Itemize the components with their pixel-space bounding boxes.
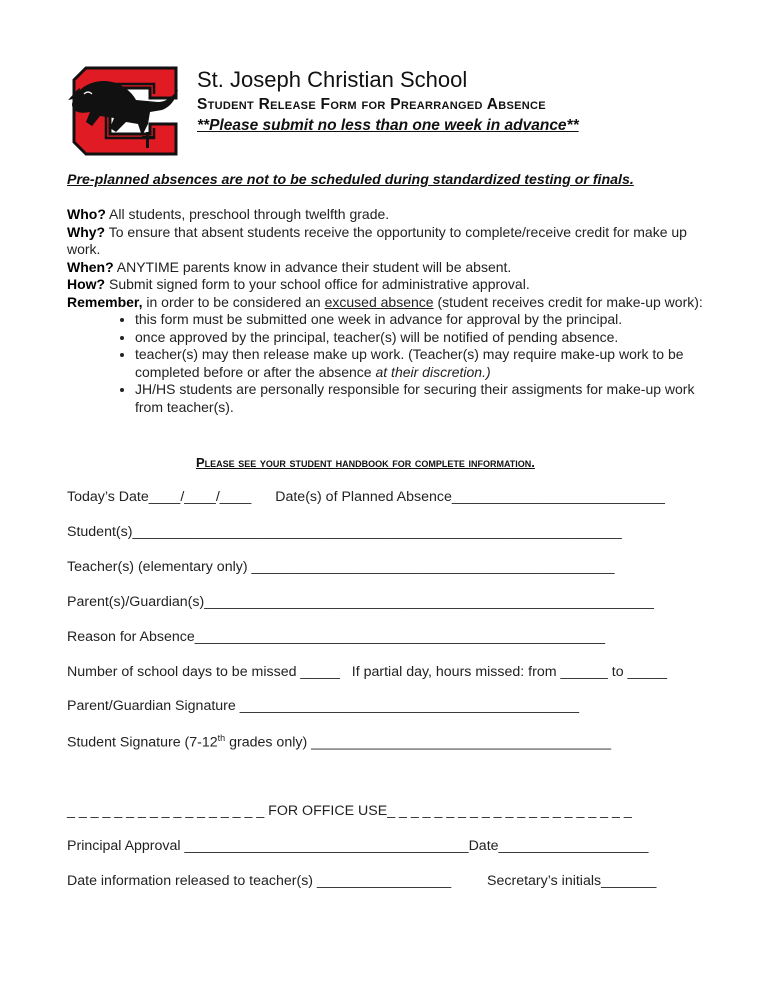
- list-item: • teacher(s) may then release make up work. (Teacher(s) may require make-up work to be completed before or after the absence at their discretion.): [135, 346, 707, 381]
- partial-day-field[interactable]: If partial day, hours missed: from ______ to _____: [351, 664, 667, 680]
- handbook-note: Please see your student handbook for complete information.: [196, 455, 535, 470]
- teacher-field[interactable]: Teacher(s) (elementary only) ______________________________________________: [67, 559, 615, 575]
- why-line: Why? To ensure that absent students receive the opportunity to complete/receive credit for make up work.: [67, 223, 687, 257]
- remember-list: [67, 311, 707, 416]
- parent-field[interactable]: Parent(s)/Guardian(s)_________________________________________________________: [67, 594, 654, 610]
- todays-date-field[interactable]: Today’s Date____/____/____: [67, 489, 252, 505]
- list-item: • JH/HS students are personally responsible for securing their assigments for make-up work from teacher(s).: [135, 381, 707, 416]
- advance-note: **Please submit no less than one week in advance**: [197, 117, 579, 134]
- list-item: • this form must be submitted one week in advance for approval by the principal.: [135, 311, 707, 329]
- remember-line: Remember, in order to be considered an excused absence (student receives credit for make-up work):: [67, 293, 703, 310]
- planned-dates-field[interactable]: Date(s) of Planned Absence___________________________: [275, 489, 665, 505]
- secretary-initials-field[interactable]: Secretary’s initials_______: [487, 873, 657, 889]
- office-use-label: FOR OFFICE USE: [264, 803, 388, 819]
- reason-field[interactable]: Reason for Absence____________________________________________________: [67, 629, 606, 645]
- when-line: When? ANYTIME parents know in advance their student will be absent.: [67, 258, 512, 275]
- cross-icon: [146, 132, 149, 148]
- principal-row: [67, 838, 699, 854]
- testing-warning: Pre-planned absences are not to be scheduled during standardized testing or finals.: [67, 172, 634, 188]
- office-date-field[interactable]: Date___________________: [468, 838, 649, 854]
- principal-approval-field[interactable]: Principal Approval ____________________________________: [67, 838, 469, 854]
- how-line: How? Submit signed form to your school office for administrative approval.: [67, 276, 530, 292]
- release-row: [67, 873, 699, 889]
- office-use-divider: _ _ _ _ _ _ _ _ _ _ _ _ _ _ _ _ _ FOR OFFICE USE_ _ _ _ _ _ _ _ _ _ _ _ _ _ _ _ _ _ _ _ _: [67, 803, 632, 819]
- form-title: Student Release Form for Prearranged Absence: [197, 96, 546, 113]
- date-row: [67, 489, 699, 505]
- school-name: St. Joseph Christian School: [197, 67, 468, 92]
- info-section: [67, 206, 707, 416]
- days-missed-field[interactable]: Number of school days to be missed _____: [67, 664, 340, 680]
- list-item: • once approved by the principal, teacher(s) will be notified of pending absence.: [135, 329, 707, 347]
- parent-signature-field[interactable]: Parent/Guardian Signature ___________________________________________: [67, 698, 580, 714]
- student-field[interactable]: Student(s)______________________________________________________________: [67, 524, 622, 540]
- who-line: Who? All students, preschool through twelfth grade.: [67, 206, 390, 222]
- student-signature-field[interactable]: Student Signature (7-12th grades only) ______________________________________: [67, 733, 611, 751]
- released-date-field[interactable]: Date information released to teacher(s) _________________: [67, 873, 452, 889]
- days-row: [67, 664, 699, 680]
- school-logo: [66, 64, 186, 158]
